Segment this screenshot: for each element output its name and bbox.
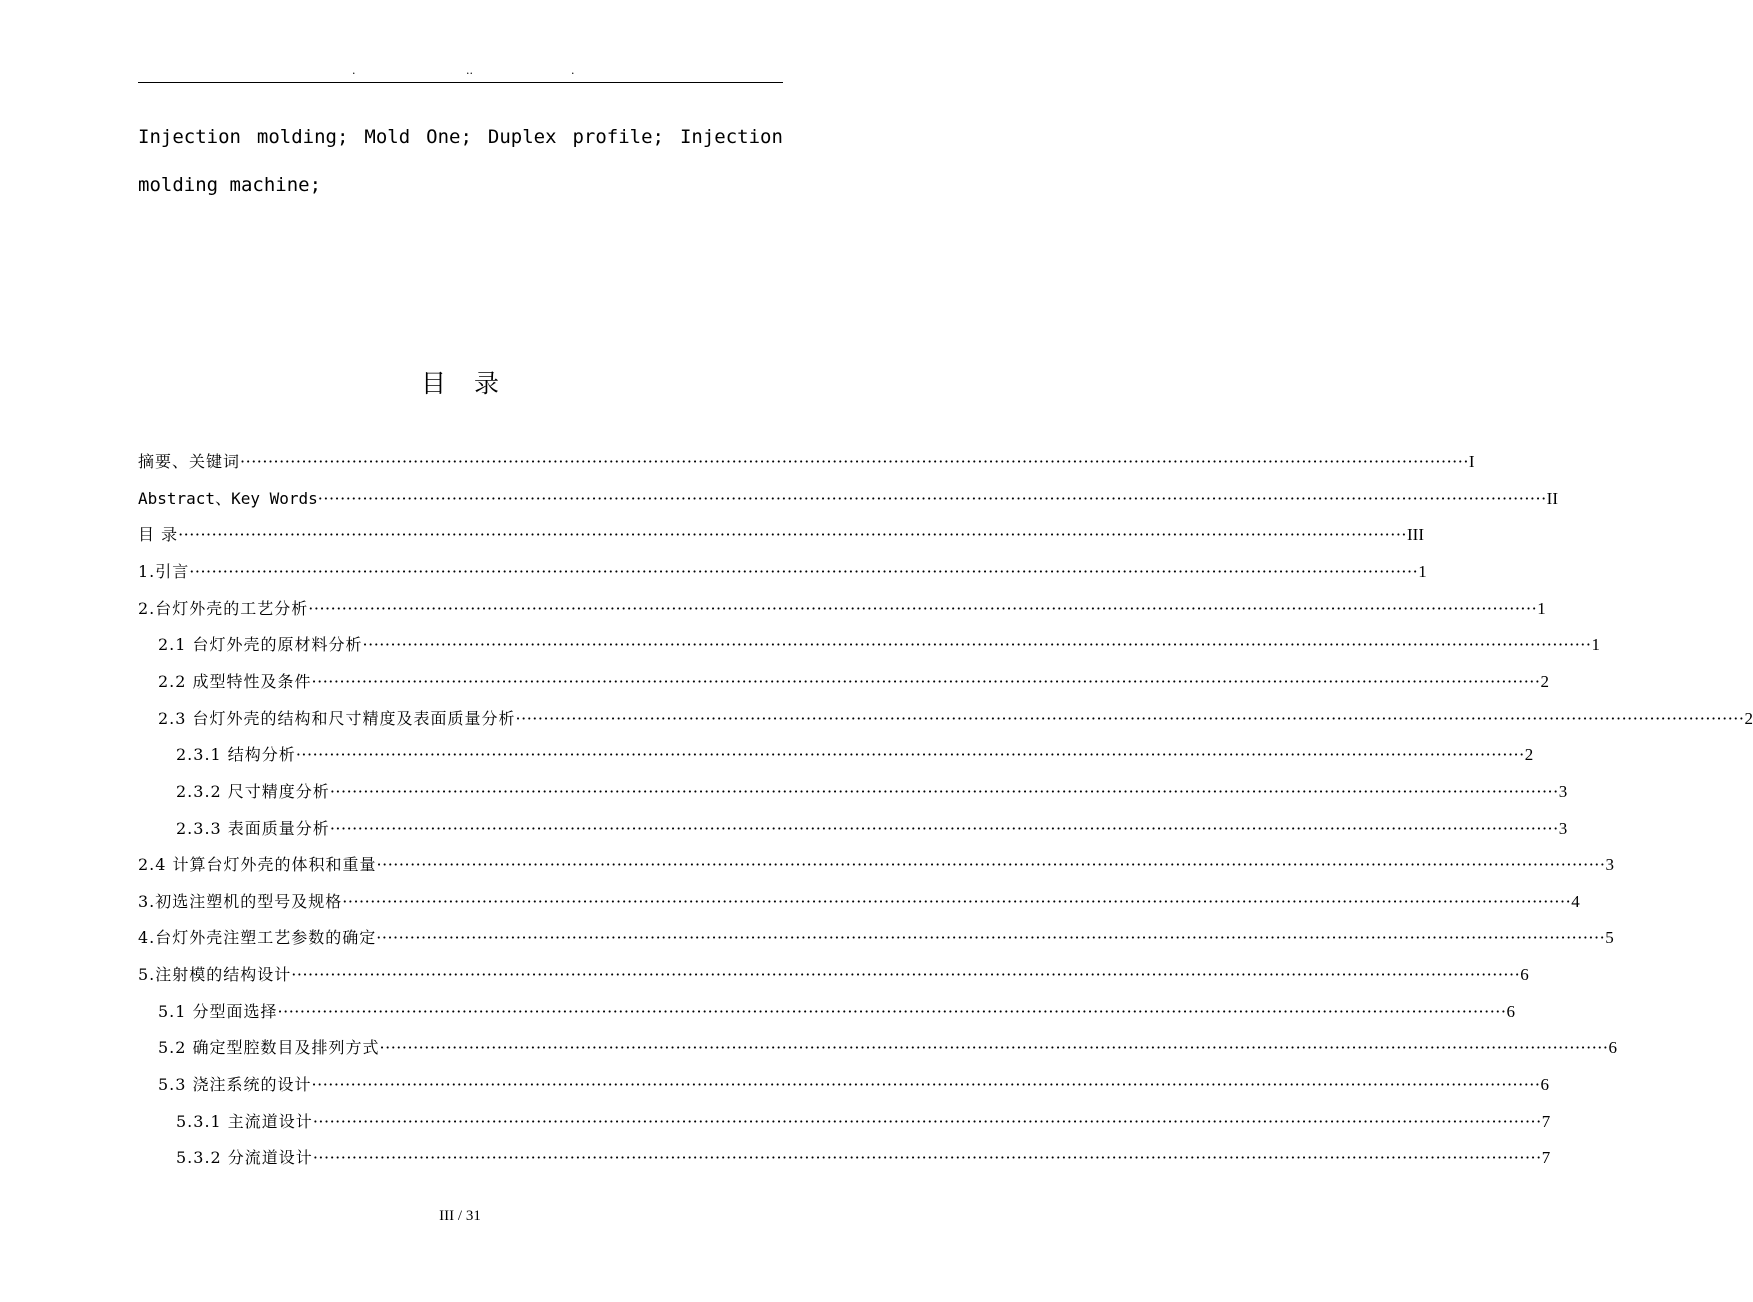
toc-entry-page: 6 — [1540, 1075, 1549, 1094]
toc-entry-page: 6 — [1506, 1002, 1515, 1021]
toc-entry-label: 5.3 浇注系统的设计 — [158, 1075, 312, 1094]
keywords-line-2: molding machine; — [138, 174, 322, 196]
toc-entry-page: 3 — [1558, 782, 1568, 801]
toc-entry[interactable] — [176, 1111, 1551, 1133]
toc-leader-dots: ···························································································································································································································· — [312, 1148, 1542, 1167]
toc-entry-label: 2.2 成型特性及条件 — [158, 672, 312, 691]
toc-entry[interactable] — [158, 1074, 1549, 1096]
toc-leader-dots: ···························································································································································································································· — [379, 1038, 1609, 1057]
toc-entry-page: I — [1468, 452, 1475, 471]
toc-entry-page: III — [1407, 525, 1424, 544]
toc-entry[interactable] — [176, 744, 1534, 766]
toc-entry-label: 2.3.1 结构分析 — [176, 745, 296, 764]
keyword-word: Injection — [138, 126, 241, 148]
toc-entry-page: 7 — [1541, 1112, 1551, 1131]
toc-entry-label: 3.初选注塑机的型号及规格 — [138, 892, 343, 911]
toc-entry-page: 6 — [1520, 965, 1529, 984]
toc-leader-dots: ···························································································································································································································· — [178, 525, 1407, 544]
toc-leader-dots: ···························································································································································································································· — [291, 965, 1521, 984]
toc-entry[interactable] — [138, 488, 1558, 510]
toc-leader-dots: ···························································································································································································································· — [189, 562, 1419, 581]
toc-leader-dots: ···························································································································································································································· — [277, 1002, 1507, 1021]
toc-entry-label: Abstract、Key Words — [138, 489, 318, 508]
toc-entry[interactable] — [158, 634, 1600, 656]
toc-leader-dots: ···························································································································································································································· — [311, 672, 1541, 691]
keyword-word: molding; — [256, 126, 349, 148]
toc-entry-label: 4.台灯外壳注塑工艺参数的确定 — [138, 928, 377, 947]
toc-entry[interactable] — [138, 561, 1427, 583]
toc-entry-page: 2 — [1744, 709, 1753, 728]
toc-leader-dots: ···························································································································································································································· — [311, 1075, 1541, 1094]
toc-entry-page: 7 — [1541, 1148, 1551, 1167]
toc-entry-page: 1 — [1591, 635, 1600, 654]
toc-entry-page: 6 — [1608, 1038, 1617, 1057]
toc-leader-dots: ···························································································································································································································· — [376, 855, 1606, 874]
toc-leader-dots: ···························································································································································································································· — [515, 709, 1745, 728]
toc-entry-label: 5.3.2 分流道设计 — [176, 1148, 313, 1167]
toc-entry[interactable] — [176, 818, 1568, 840]
toc-entry-label: 目 录 — [138, 525, 179, 544]
toc-entry-page: 3 — [1605, 855, 1614, 874]
toc-entry[interactable] — [158, 671, 1549, 693]
toc-entry-label: 5.2 确定型腔数目及排列方式 — [158, 1038, 380, 1057]
toc-leader-dots: ···························································································································································································································· — [329, 782, 1559, 801]
toc-entry[interactable] — [138, 854, 1614, 876]
header-mark: . — [352, 64, 356, 77]
toc-entry-page: 3 — [1558, 819, 1568, 838]
toc-entry[interactable] — [138, 891, 1580, 913]
toc-entry[interactable] — [138, 598, 1546, 620]
toc-entry[interactable] — [138, 524, 1424, 546]
toc-entry[interactable] — [158, 708, 1753, 730]
toc-leader-dots: ···························································································································································································································· — [240, 452, 1469, 471]
toc-leader-dots: ···························································································································································································································· — [295, 745, 1525, 764]
toc-entry-label: 5.注射模的结构设计 — [138, 965, 292, 984]
toc-entry-page: 2 — [1540, 672, 1549, 691]
toc-entry-label: 2.3 台灯外壳的结构和尺寸精度及表面质量分析 — [158, 709, 516, 728]
toc-leader-dots: ···························································································································································································································· — [342, 892, 1572, 911]
keyword-word: Mold — [364, 126, 411, 148]
toc-entry-page: 2 — [1524, 745, 1534, 764]
toc-leader-dots: ···························································································································································································································· — [317, 489, 1547, 508]
toc-entry-label: 2.3.3 表面质量分析 — [176, 819, 330, 838]
header-mark: .. — [466, 64, 473, 77]
toc-entry-label: 5.3.1 主流道设计 — [176, 1112, 313, 1131]
toc-entry[interactable] — [176, 781, 1568, 803]
toc-leader-dots: ···························································································································································································································· — [376, 928, 1606, 947]
toc-entry[interactable] — [176, 1147, 1551, 1169]
toc-entry-page: II — [1546, 489, 1558, 508]
toc-leader-dots: ···························································································································································································································· — [362, 635, 1592, 654]
toc-entry[interactable] — [158, 1001, 1515, 1023]
keyword-word: profile; — [572, 126, 664, 148]
toc-entry-label: 2.1 台灯外壳的原材料分析 — [158, 635, 363, 654]
toc-leader-dots: ···························································································································································································································· — [329, 819, 1559, 838]
toc-entry-label: 2.台灯外壳的工艺分析 — [138, 599, 309, 618]
toc-entry-label: 2.3.2 尺寸精度分析 — [176, 782, 330, 801]
toc-entry[interactable] — [138, 927, 1614, 949]
toc-entry-page: 1 — [1537, 599, 1546, 618]
toc-entry-page: 4 — [1571, 892, 1580, 911]
keyword-word: Injection — [679, 126, 783, 148]
toc-entry-label: 2.4 计算台灯外壳的体积和重量 — [138, 855, 377, 874]
toc-entry-label: 5.1 分型面选择 — [158, 1002, 278, 1021]
toc-entry-label: 摘要、关键词 — [138, 452, 241, 471]
toc-entry-page: 5 — [1605, 928, 1614, 947]
toc-leader-dots: ···························································································································································································································· — [312, 1112, 1542, 1131]
toc-title: 目录 — [420, 369, 527, 398]
toc-entry[interactable] — [158, 1037, 1617, 1059]
toc-leader-dots: ···························································································································································································································· — [308, 599, 1538, 618]
keyword-word: One; — [426, 126, 472, 148]
toc-entry[interactable] — [138, 451, 1475, 473]
page-indicator: III / 31 — [439, 1208, 481, 1224]
header-mark: . — [571, 64, 575, 77]
toc-entry-label: 1.引言 — [138, 562, 190, 581]
keyword-word: Duplex — [487, 126, 557, 148]
toc-entry[interactable] — [138, 964, 1529, 986]
toc-entry-page: 1 — [1418, 562, 1427, 581]
